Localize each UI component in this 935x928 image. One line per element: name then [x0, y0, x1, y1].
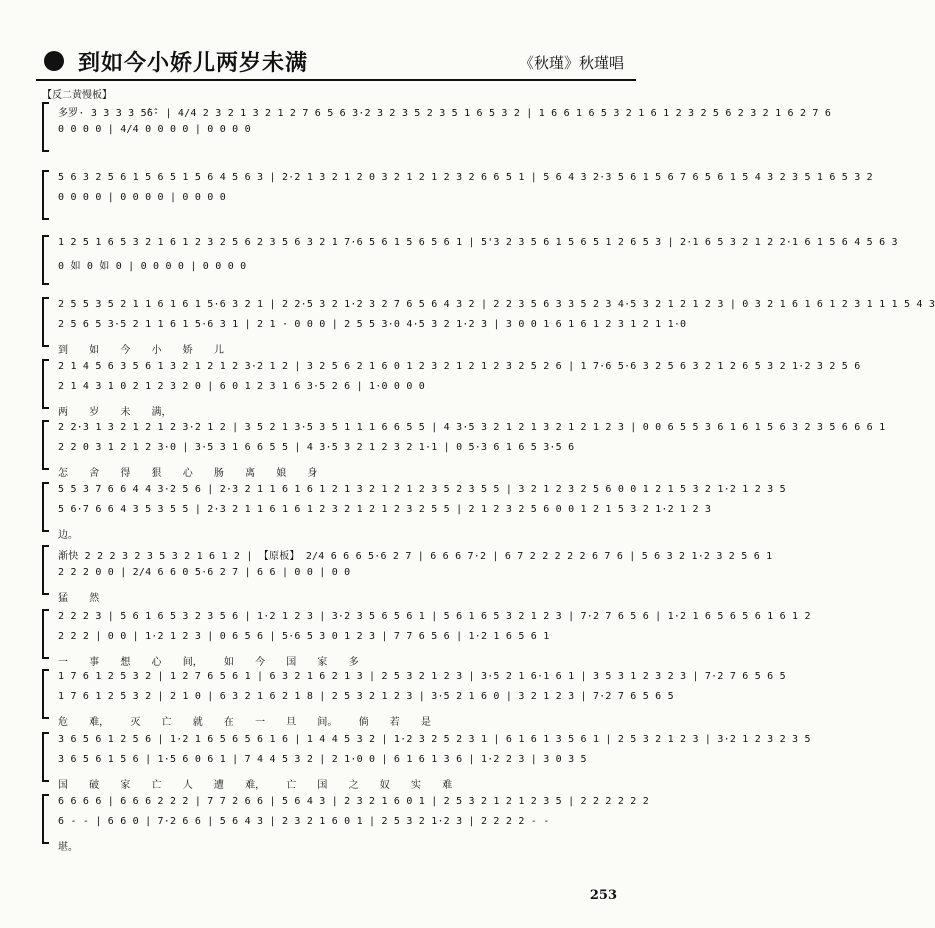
score-system [42, 667, 786, 728]
upper-voice: 渐快 2 2 2 3 2 3 5 3 2 1 6 1 2 | 【原板】 2/4 6 6 6 5·6 2 7 | 6 6 6 7·2 | 6 7 2 2 2 2 2 6 7 6 | 5 6 3 2 1·2 3 2 5 6 1 [58, 551, 773, 562]
system-bracket [42, 297, 49, 347]
lower-voice: 3 6 5 6 1 5 6 | 1·5 6 0 6 1 | 7 4 4 5 3 2 | 2 1·0 0 | 6 1 6 1 3 6 | 1·2 2 3 | 3 0 3 5 [58, 754, 587, 765]
upper-voice: 2 2 2 3 | 5 6 1 6 5 3 2 3 5 6 | 1·2 1 2 3 | 3·2 3 5 6 5 6 1 | 5 6 1 6 5 3 2 1 2 3 | 7·2 7 6 5 6 | 1·2 1 6 5 6 5 6 1 6 1 2 [58, 611, 811, 622]
bullet-dot-icon [44, 51, 64, 71]
score-system [42, 100, 832, 150]
upper-voice: 2 5 5 3 5 2 1 1 6 1 6 1 5·6 3 2 1 | 2 2·5 3 2 1·2 3 2 7 6 5 6 4 3 2 | 2 2 3 5 6 3 3 5 2 3 4·5 3 2 1 2 1 2 3 | 0 3 2 1 6 1 6 1 2 3 1 1 1 5 4 3 [58, 299, 935, 310]
lyrics-line: 到 如 今 小 娇 儿 [58, 345, 224, 356]
system-bracket [42, 235, 49, 285]
score-system [42, 792, 649, 853]
title-row [36, 44, 636, 78]
lower-voice: 0 如 0 如 0 | 0 0 0 0 | 0 0 0 0 [58, 261, 247, 272]
system-bracket [42, 732, 49, 782]
upper-voice: 多罗· 3 3 3 3 5̂6̂· | 4/4 2 3 2 1 3 2 1 2 7 6 5 6 3·2 3 2 3 5 2 3 5 1 6 5 3 2 | 1 6 6 1 6 5 3 2 1 6 1 2 3 2 5 6 2 3 2 1 6 2 7 6 [58, 108, 832, 119]
lower-voice: 2 2 2 0 0 | 2/4 6 6 0 5·6 2 7 | 6 6 | 0 0 | 0 0 [58, 567, 351, 578]
score-system [42, 295, 935, 356]
lower-voice: 2 1 4 3 1 0 2 1 2 3 2 0 | 6 0 1 2 3 1 6 3·5 2 6 | 1·0 0 0 0 [58, 381, 426, 392]
lower-voice: 5 6·7 6 6 4 3 5 3 5 5 | 2·3 2 1 1 6 1 6 1 2 3 2 1 2 1 2 3 2 5 5 | 2 1 2 3 2 5 6 0 0 1 2 1 5 3 2 1·2 1 2 3 [58, 504, 712, 515]
score-system [42, 418, 886, 479]
song-title: 到如今小娇儿两岁未满 [78, 50, 309, 76]
score-system [42, 730, 811, 791]
lyrics-line: 一 事 想 心 间， 如 今 国 家 多 [58, 657, 359, 668]
upper-voice: 5 5 3 7 6 6 4 4 3·2 5 6 | 2·3 2 1 1 6 1 6 1 2 1 3 2 1 2 1 2 3 5 2 3 5 5 | 3 2 1 2 3 2 5 6 0 0 1 2 1 5 3 2 1·2 1 2 3 5 [58, 484, 786, 495]
lower-voice: 1 7 6 1 2 5 3 2 | 2 1 0 | 6 3 2 1 6 2 1 8 | 2 5 3 2 1 2 3 | 3·5 2 1 6 0 | 3 2 1 2 3 | 7·2 7 6 5 6 5 [58, 691, 674, 702]
score-system [42, 168, 873, 218]
system-bracket [42, 359, 49, 409]
upper-voice: 5 6 3 2 5 6 1 5 6 5 1 5 6 4 5 6 3 | 2·2 1 3 2 1 2 0 3 2 1 2 1 2 3 2 6 6 5 1 | 5 6 4 3 2·3 5 6 1 5 6 7 6 5 6 1 5 4 3 2 3 5 1 6 5 3 2 [58, 172, 873, 183]
song-source: 《秋瑾》秋瑾唱 [518, 54, 624, 72]
lower-voice: 0 0 0 0 | 4/4 0 0 0 0 | 0 0 0 0 [58, 124, 251, 135]
lyrics-line: 堪。 [58, 842, 78, 853]
lower-voice: 2 2 2 | 0 0 | 1·2 1 2 3 | 0 6 5 6 | 5·6 5 3 0 1 2 3 | 7 7 6 5 6 | 1·2 1 6 5 6 1 [58, 631, 550, 642]
system-bracket [42, 482, 49, 532]
system-bracket [42, 669, 49, 719]
system-bracket [42, 545, 49, 595]
upper-voice: 1 7 6 1 2 5 3 2 | 1 2 7 6 5 6 1 | 6 3 2 1 6 2 1 3 | 2 5 3 2 1 2 3 | 3·5 2 1 6·1 6 1 | 3 5 3 1 2 3 2 3 | 7·2 7 6 5 6 5 [58, 671, 786, 682]
system-bracket [42, 420, 49, 470]
upper-voice: 3 6 5 6 1 2 5 6 | 1·2 1 6 5 6 5 6 1 6 | 1 4 4 5 3 2 | 1·2 3 2 5 2 3 1 | 6 1 6 1 3 5 6 1 | 2 5 3 2 1 2 3 | 3·2 1 2 3 2 3 5 [58, 734, 811, 745]
lyrics-line: 危 难， 灭 亡 就 在 一 旦 间。 倘 若 是 [58, 717, 431, 728]
system-bracket [42, 102, 49, 152]
lyrics-line: 怎 舍 得 狠 心 肠 离 娘 身 [58, 468, 318, 479]
lower-voice: 2 2 0 3 1 2 1 2 3·0 | 3·5 3 1 6 6 5 5 | 4 3·5 3 2 1 2 3 2 1·1 | 0 5·3 6 1 6 5 3·5 6 [58, 442, 575, 453]
lyrics-line: 两 岁 未 满， [58, 407, 172, 418]
upper-voice: 2 2·3 1 3 2 1 2 1 2 3·2 1 2 | 3 5 2 1 3·5 3 5 1 1 1 6 6 5 5 | 4 3·5 3 2 1 2 1 3 2 1 2 1 2 3 | 0 0 6 5 5 3 6 1 6 1 5 6 3 2 3 5 6 6 6 1 [58, 422, 886, 433]
upper-voice: 2 1 4 5 6 3 5 6 1 3 2 1 2 1 2 3·2 1 2 | 3 2 5 6 2 1 6 0 1 2 3 2 1 2 1 2 3 2 5 2 6 | 1 7·6 5·6 3 2 5 6 3 2 1 2 6 5 3 2 1·2 3 2 5 6 [58, 361, 861, 372]
page-number: 253 [589, 888, 617, 903]
system-bracket [42, 170, 49, 220]
score-system [42, 357, 861, 418]
score-system [42, 543, 773, 604]
lyrics-line: 猛 然 [58, 593, 100, 604]
score-system [42, 607, 811, 668]
upper-voice: 6 6 6 6 | 6 6 6 2 2 2 | 7 7 2 6 6 | 5 6 4 3 | 2 3 2 1 6 0 1 | 2 5 3 2 1 2 1 2 3 5 | 2 2 2 2 2 2 [58, 796, 649, 807]
score-system [42, 233, 898, 283]
mode-label: 【反二黄慢板】 [42, 90, 112, 101]
lower-voice: 0 0 0 0 | 0 0 0 0 | 0 0 0 0 [58, 192, 226, 203]
title-divider [36, 79, 636, 81]
lower-voice: 2 5 6 5 3·5 2 1 1 6 1 5·6 3 1 | 2 1 · 0 0 0 | 2 5 5 3·0 4·5 3 2 1·2 3 | 3 0 0 1 6 1 6 1 2 3 1 2 1 1·0 [58, 319, 687, 330]
system-bracket [42, 794, 49, 844]
lyrics-line: 国 破 家 亡 人 遭 难， 亡 国 之 奴 实 难 [58, 780, 453, 791]
system-bracket [42, 609, 49, 659]
lyrics-line: 边。 [58, 530, 78, 541]
score-system [42, 480, 786, 541]
upper-voice: 1 2 5 1 6 5 3 2 1 6 1 2 3 2 5 6 2 3 5 6 3 2 1 7·6 5 6 1 5 6 5 6 1 | 5'3 2 3 5 6 1 5 6 5 1 2 6 5 3 | 2·1 6 5 3 2 1 2 2·1 6 1 5 6 4 5 6 3 [58, 237, 898, 248]
lower-voice: 6 - - | 6 6 0 | 7·2 6 6 | 5 6 4 3 | 2 3 2 1 6 0 1 | 2 5 3 2 1·2 3 | 2 2 2 2 - - [58, 816, 550, 827]
